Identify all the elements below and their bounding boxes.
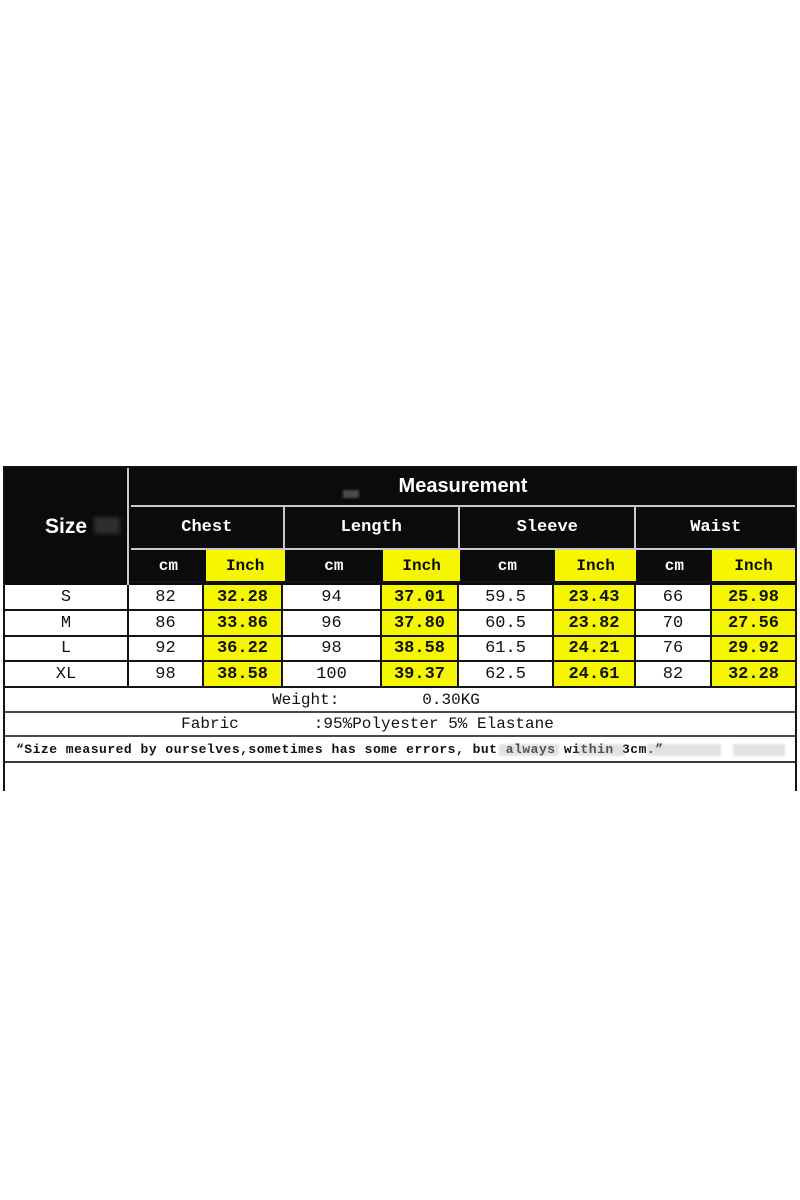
ghost-text-artifact: [647, 744, 721, 756]
table-row-s: [5, 585, 795, 611]
group-header-waist: Waist: [690, 518, 742, 537]
group-header-length: Length: [285, 507, 460, 548]
note-row: [5, 737, 795, 763]
waist-cm-value: 76: [636, 637, 712, 662]
length-cm-value: 94: [283, 585, 382, 611]
length-inch-value: 38.58: [382, 637, 459, 662]
waist-cm-value: 70: [636, 611, 712, 637]
length-cm-value: 100: [283, 662, 382, 688]
table-row-xl: [5, 662, 795, 688]
unit-header-inch: Inch: [383, 550, 460, 581]
length-inch-value: 37.01: [382, 585, 459, 611]
chest-cm-value: 92: [129, 637, 204, 662]
measurement-header: [131, 468, 795, 507]
length-inch-value: 39.37: [382, 662, 459, 688]
chest-cm-value: 82: [129, 585, 204, 611]
sleeve-inch-value: 24.61: [554, 662, 636, 688]
waist-inch-value: 25.98: [712, 585, 795, 611]
table-row-m: [5, 611, 795, 637]
unit-header-cm: cm: [131, 550, 206, 581]
waist-inch-value: 27.56: [712, 611, 795, 637]
ghost-text-artifact: [577, 744, 625, 756]
length-inch-value: 37.80: [382, 611, 459, 637]
chest-inch-value: 32.28: [204, 585, 283, 611]
size-value: S: [5, 585, 129, 611]
weight-label: Weight:: [272, 690, 340, 709]
table-row-l: [5, 637, 795, 662]
group-header-chest: Chest: [131, 507, 285, 548]
fabric-value: :95%Polyester 5% Elastane: [313, 715, 554, 733]
size-value: L: [5, 637, 129, 662]
scan-artifact-smudge: [94, 517, 120, 534]
size-column-header: [5, 468, 129, 585]
chest-inch-value: 36.22: [204, 637, 283, 662]
sleeve-cm-value: 61.5: [459, 637, 554, 662]
size-note-text: “Size measured by ourselves,sometimes has some errors, but always within 3cm.”: [16, 741, 664, 757]
size-value: XL: [5, 662, 129, 688]
unit-header-cm: cm: [460, 550, 555, 581]
waist-inch-value: 32.28: [712, 662, 795, 688]
unit-header-row: [131, 550, 795, 583]
length-cm-value: 96: [283, 611, 382, 637]
measurement-title: Measurement: [398, 475, 528, 497]
sleeve-inch-value: 23.43: [554, 585, 636, 611]
waist-cm-value: 82: [636, 662, 712, 688]
group-header-row: [131, 507, 795, 550]
sleeve-cm-value: 59.5: [459, 585, 554, 611]
ghost-text-artifact: [733, 744, 785, 756]
sleeve-cm-value: 60.5: [459, 611, 554, 637]
unit-header-cm: cm: [285, 550, 384, 581]
size-chart-table: [3, 466, 797, 791]
size-value: M: [5, 611, 129, 637]
size-header-label: Size: [44, 514, 88, 538]
length-cm-value: 98: [283, 637, 382, 662]
fabric-label: Fabric: [181, 715, 239, 733]
sleeve-cm-value: 62.5: [459, 662, 554, 688]
chest-inch-value: 38.58: [204, 662, 283, 688]
unit-header-inch: Inch: [206, 550, 285, 581]
ghost-text-artifact: [499, 744, 559, 756]
unit-header-inch: Inch: [712, 550, 795, 581]
waist-inch-value: 29.92: [712, 637, 795, 662]
open-bottom-row: [5, 763, 795, 791]
weight-value: 0.30KG: [422, 690, 480, 709]
table-header: [5, 468, 795, 585]
unit-header-cm: cm: [636, 550, 712, 581]
weight-row: [5, 688, 795, 713]
scan-artifact-smudge: [343, 490, 359, 498]
sleeve-inch-value: 23.82: [554, 611, 636, 637]
chest-inch-value: 33.86: [204, 611, 283, 637]
chest-cm-value: 98: [129, 662, 204, 688]
group-header-sleeve: Sleeve: [460, 507, 636, 548]
fabric-row: [5, 713, 795, 737]
chest-cm-value: 86: [129, 611, 204, 637]
waist-cm-value: 66: [636, 585, 712, 611]
unit-header-inch: Inch: [555, 550, 637, 581]
sleeve-inch-value: 24.21: [554, 637, 636, 662]
